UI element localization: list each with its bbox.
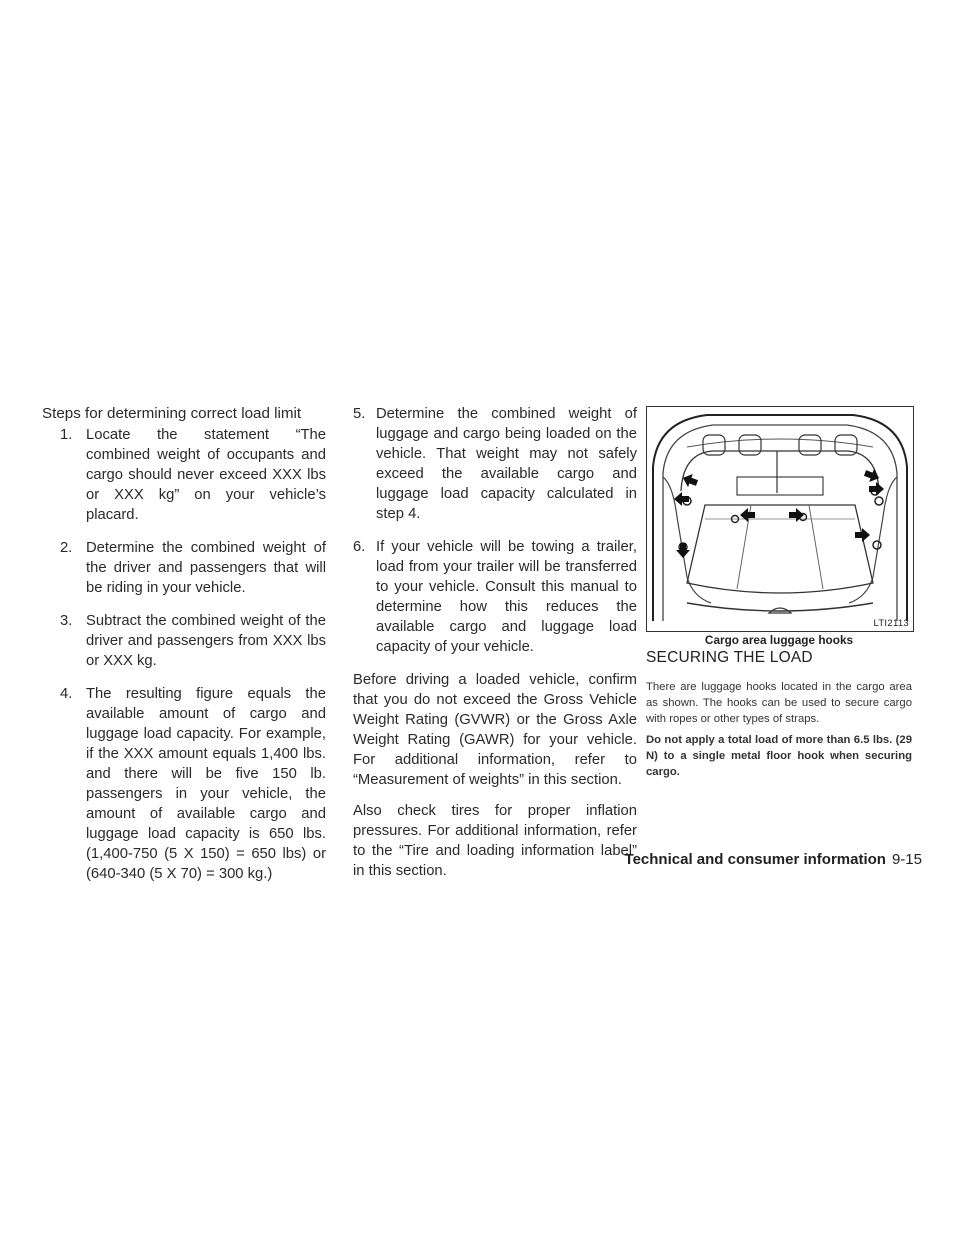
figure-code: LTI2113 xyxy=(873,618,909,629)
list-item xyxy=(42,425,326,525)
steps-list xyxy=(42,425,326,884)
page-footer xyxy=(625,851,922,868)
middle-column xyxy=(353,404,637,892)
arrow-icon xyxy=(674,492,689,506)
cargo-area-illustration xyxy=(646,406,914,632)
step-number: 6. xyxy=(353,539,366,555)
step-number: 1. xyxy=(60,427,73,443)
steps-list xyxy=(353,404,637,657)
warning-text: Do not apply a total load of more than 6.5 lbs. (29 N) to a single metal floor hook when securing cargo. xyxy=(646,734,912,778)
list-item xyxy=(42,611,326,671)
step-text: The resulting figure equals the available amount of cargo and luggage load capacity. For example, if the XXX amount equals 1,400 lbs. and there will be five 150 lb. passengers in your vehicle, the amount of available cargo and luggage load capacity is 650 lbs. (1,400-750 (5 X 150) = 650 lbs) or (640-340 (5 X 70) = 300 kg.) xyxy=(86,686,326,882)
paragraph: Before driving a loaded vehicle, confirm that you do not exceed the Gross Vehicle Weight Rating (GVWR) or the Gross Axle Weight Rating (GAWR) for your vehicle. For additional information, refer to “Measurement of weights” in this section. xyxy=(353,672,637,788)
step-text: Determine the combined weight of the driver and passengers that will be riding in your vehicle. xyxy=(86,540,326,596)
cargo-area-drawing xyxy=(647,407,913,631)
list-item xyxy=(42,538,326,598)
left-column xyxy=(42,404,326,897)
section-heading: SECURING THE LOAD xyxy=(646,649,813,666)
section-title: Technical and consumer information xyxy=(624,851,886,868)
paragraph: Also check tires for proper inflation pressures. For additional information, refer to the “Tire and loading information label” in this section. xyxy=(353,803,637,879)
step-text: Locate the statement “The combined weight of occupants and cargo should never exceed XXX lbs or XXX kg” on your vehicle’s placard. xyxy=(86,427,326,523)
step-number: 5. xyxy=(353,406,366,422)
list-item xyxy=(353,404,637,524)
subheading: Steps for determining correct load limit xyxy=(42,405,302,422)
list-item xyxy=(42,684,326,884)
step-number: 3. xyxy=(60,613,73,629)
step-text: Subtract the combined weight of the driver and passengers from XXX lbs or XXX kg. xyxy=(86,613,326,669)
step-text: If your vehicle will be towing a trailer, load from your trailer will be transferred to your vehicle. Consult this manual to determine how this reduces the available cargo and luggage load capacity of your vehicle. xyxy=(376,539,637,655)
arrow-icon xyxy=(676,543,690,558)
list-item xyxy=(353,537,637,657)
arrow-icon xyxy=(740,508,755,522)
step-number: 4. xyxy=(60,686,73,702)
paragraph: There are luggage hooks located in the cargo area as shown. The hooks can be used to secure cargo with ropes or other types of straps. xyxy=(646,681,912,725)
step-number: 2. xyxy=(60,540,73,556)
page-number: 9-15 xyxy=(891,851,922,868)
arrow-icon xyxy=(855,528,870,542)
figure-caption: Cargo area luggage hooks xyxy=(704,633,854,647)
step-text: Determine the combined weight of luggage and cargo being loaded on the vehicle. That weight may not safely exceed the available cargo and luggage load capacity calculated in step 4. xyxy=(376,406,637,522)
